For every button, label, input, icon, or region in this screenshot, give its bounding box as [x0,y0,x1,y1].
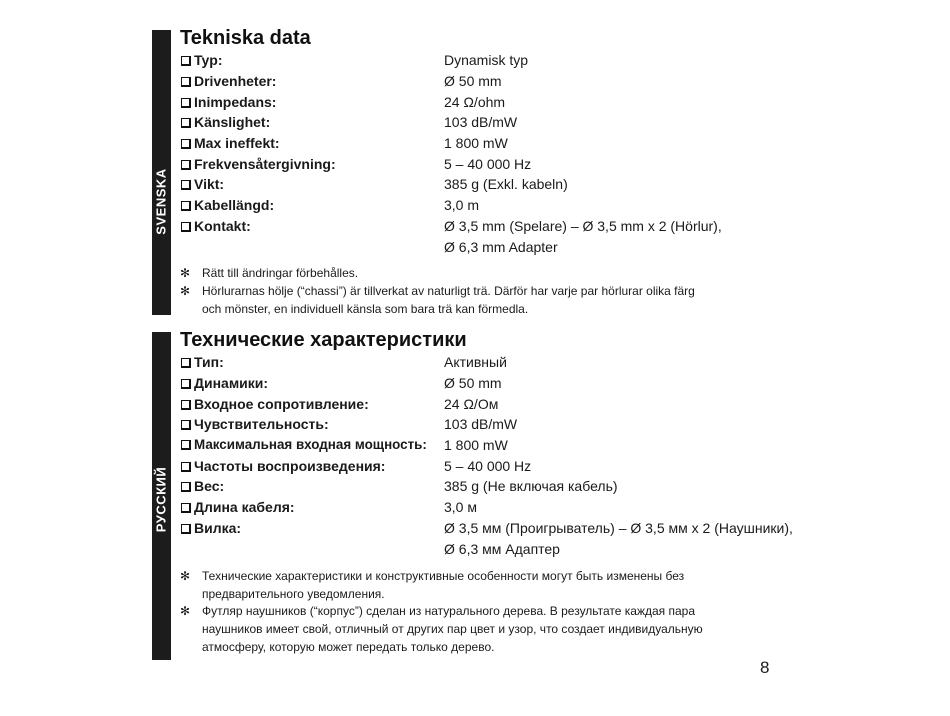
checkbox-bullet-icon [181,139,191,149]
spec-row-drivers: Drivenheter: [181,73,276,93]
spec-value: 5 – 40 000 Hz [444,458,532,474]
spec-value: 103 dB/mW [444,416,518,432]
checkbox-bullet-icon [181,77,191,87]
language-sidebar [152,30,171,315]
asterisk-icon: ✻ [180,569,191,583]
spec-value: 24 Ω/ohm [444,94,506,110]
spec-row-type: Typ: [181,52,223,72]
spec-row-frequency: Частоты воспроизведения: [181,458,385,478]
asterisk-icon: ✻ [180,604,191,618]
spec-row-sensitivity: Känslighet: [181,114,270,134]
spec-value: 385 g (Exkl. kabeln) [444,176,568,192]
footnote-continued: наушников имеет свой, отличный от других пар цвет и узор, что создает индивидуальную [202,622,703,636]
spec-row-max-input: Максимальная входная мощность: [181,437,427,457]
spec-value: 1 800 mW [444,135,508,151]
checkbox-bullet-icon [181,524,191,534]
spec-row-plug: Вилка: [181,520,241,540]
spec-value: 24 Ω/Ом [444,396,499,412]
spec-value: 103 dB/mW [444,114,518,130]
footnote-continued: och mönster, en individuell känsla som bara trä kan förmedla. [202,302,529,316]
spec-row-cable-length: Kabellängd: [181,197,274,217]
checkbox-bullet-icon [181,222,191,232]
spec-row-plug: Kontakt: [181,218,251,238]
checkbox-bullet-icon [181,420,191,430]
asterisk-icon: ✻ [180,284,191,298]
spec-row-sensitivity: Чувствительность: [181,416,329,436]
checkbox-bullet-icon [181,462,191,472]
footnote: ✻ Rätt till ändringar förbehålles. [180,266,359,280]
spec-value: 385 g (Не включая кабель) [444,478,618,494]
spec-row-max-input: Max ineffekt: [181,135,280,155]
spec-row-frequency: Frekvensåtergivning: [181,156,336,176]
checkbox-bullet-icon [181,440,191,450]
checkbox-bullet-icon [181,379,191,389]
spec-row-cable-length: Длина кабеля: [181,499,295,519]
spec-value-continued: Ø 6,3 мм Адаптер [444,541,560,557]
language-label: РУССКИЙ [153,466,169,533]
spec-value: Активный [444,354,507,370]
spec-value: 1 800 mW [444,437,508,453]
spec-row-impedance: Inimpedans: [181,94,276,114]
spec-value-continued: Ø 6,3 mm Adapter [444,239,558,255]
spec-value: 3,0 m [444,197,480,213]
checkbox-bullet-icon [181,180,191,190]
checkbox-bullet-icon [181,400,191,410]
checkbox-bullet-icon [181,358,191,368]
spec-row-weight: Вес: [181,478,224,498]
spec-value: Dynamisk typ [444,52,529,68]
section-title: Tekniska data [180,27,311,49]
language-label: SVENSKA [153,168,169,235]
spec-value: 3,0 м [444,499,477,515]
checkbox-bullet-icon [181,503,191,513]
checkbox-bullet-icon [181,98,191,108]
spec-value: Ø 50 mm [444,73,502,89]
spec-row-type: Тип: [181,354,224,374]
checkbox-bullet-icon [181,482,191,492]
footnote: ✻ Hörlurarnas hölje (“chassi”) är tillverkat av naturligt trä. Därför har varje par hörlurar olika färg [180,284,695,298]
spec-value: Ø 3,5 mm (Spelare) – Ø 3,5 mm x 2 (Hörlur), [444,218,722,234]
spec-row-drivers: Динамики: [181,375,268,395]
checkbox-bullet-icon [181,118,191,128]
footnote-continued: предварительного уведомления. [202,587,385,601]
language-sidebar [152,332,171,660]
checkbox-bullet-icon [181,56,191,66]
checkbox-bullet-icon [181,201,191,211]
footnote: ✻ Технические характеристики и конструктивные особенности могут быть изменены без [180,569,685,583]
checkbox-bullet-icon [181,160,191,170]
spec-value: Ø 3,5 мм (Проигрыватель) – Ø 3,5 мм x 2 (Наушники), [444,520,793,536]
spec-row-impedance: Входное сопротивление: [181,396,369,416]
footnote-continued: атмосферу, которую может передать только дерево. [202,640,495,654]
spec-row-weight: Vikt: [181,176,224,196]
footnote: ✻ Футляр наушников (“корпус”) сделан из натурального дерева. В результате каждая пара [180,604,696,618]
spec-value: 5 – 40 000 Hz [444,156,532,172]
asterisk-icon: ✻ [180,266,191,280]
spec-value: Ø 50 mm [444,375,502,391]
page-number: 8 [760,658,770,677]
section-title: Технические характеристики [180,329,467,351]
